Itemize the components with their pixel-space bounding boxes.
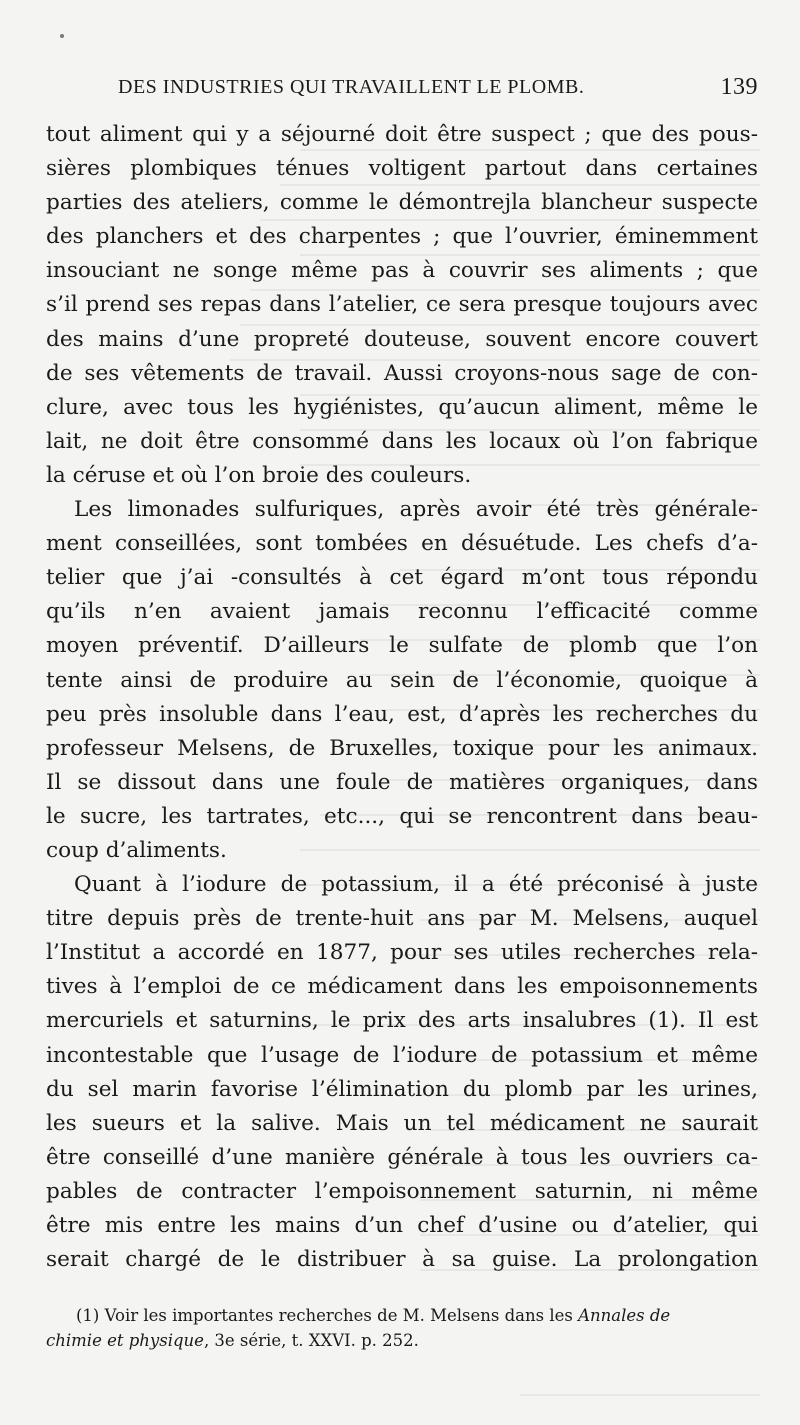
text-line: parties des ateliers, comme le démontrejla blancheur suspecte bbox=[46, 190, 758, 216]
text-line: ment conseillées, sont tombées en désuétude. Les chefs d’a- bbox=[46, 531, 758, 557]
text-line: s’il prend ses repas dans l’atelier, ce sera presque toujours avec bbox=[46, 292, 758, 318]
footnote-text: Voir les importantes recherches de M. Melsens dans les bbox=[99, 1306, 579, 1325]
running-title: DES INDUSTRIES QUI TRAVAILLENT LE PLOMB. bbox=[118, 76, 585, 98]
footnote bbox=[46, 1303, 758, 1353]
footnote-journal-cont: chimie et physique bbox=[46, 1331, 204, 1350]
running-header bbox=[118, 76, 758, 104]
footnote-citation: , 3e série, t. XXVI. p. 252. bbox=[203, 1331, 419, 1350]
footnote-journal: Annales de bbox=[578, 1306, 671, 1325]
footnote-line bbox=[46, 1328, 758, 1353]
text-line: du sel marin favorise l’élimination du plomb par les urines, bbox=[46, 1076, 758, 1102]
paragraph-start-line: Quant à l’iodure de potassium, il a été préconisé à juste bbox=[74, 872, 758, 898]
text-line: être conseillé d’une manière générale à tous les ouvriers ca- bbox=[46, 1144, 758, 1170]
text-line: titre depuis près de trente-huit ans par M. Melsens, auquel bbox=[46, 906, 758, 932]
text-line: Il se dissout dans une foule de matières organiques, dans bbox=[46, 769, 758, 795]
text-line: professeur Melsens, de Bruxelles, toxique pour les animaux. bbox=[46, 735, 758, 761]
text-line: la céruse et où l’on broie des couleurs. bbox=[46, 462, 472, 488]
text-line: tente ainsi de produire au sein de l’économie, quoique à bbox=[46, 667, 758, 693]
text-line: sières plombiques ténues voltigent partout dans certaines bbox=[46, 156, 758, 182]
paragraph-start-line: Les limonades sulfuriques, après avoir été très générale- bbox=[74, 497, 758, 523]
printer-dot bbox=[60, 34, 64, 38]
footnote-line bbox=[46, 1303, 758, 1328]
text-line: incontestable que l’usage de l’iodure de potassium et même bbox=[46, 1042, 758, 1068]
text-line: mercuriels et saturnins, le prix des arts insalubres (1). Il est bbox=[46, 1008, 758, 1034]
text-line: le sucre, les tartrates, etc..., qui se rencontrent dans beau- bbox=[46, 803, 758, 829]
text-line: moyen préventif. D’ailleurs le sulfate de plomb que l’on bbox=[46, 633, 758, 659]
text-line: pables de contracter l’empoisonnement saturnin, ni même bbox=[46, 1178, 758, 1204]
text-line: être mis entre les mains d’un chef d’usine ou d’atelier, qui bbox=[46, 1213, 758, 1238]
footnote-marker: (1) bbox=[76, 1306, 100, 1325]
text-line: des mains d’une propreté douteuse, souvent encore couvert bbox=[46, 326, 758, 352]
text-line: telier que j’ai ‑consultés à cet égard m’ont tous répondu bbox=[46, 565, 758, 591]
text-line: tout aliment qui y a séjourné doit être suspect ; que des pous- bbox=[46, 122, 758, 147]
page-number: 139 bbox=[720, 74, 758, 100]
text-line: lait, ne doit être consommé dans les locaux où l’on fabrique bbox=[46, 428, 758, 454]
text-line: qu’ils n’en avaient jamais reconnu l’efficacité comme bbox=[46, 599, 758, 625]
text-line: coup d’aliments. bbox=[46, 837, 227, 863]
text-line: peu près insoluble dans l’eau, est, d’après les recherches du bbox=[46, 701, 758, 727]
text-line: de ses vêtements de travail. Aussi croyons-nous sage de con- bbox=[46, 360, 758, 386]
text-line: clure, avec tous les hygiénistes, qu’aucun aliment, même le bbox=[46, 394, 758, 420]
text-line: serait chargé de le distribuer à sa guise. La prolongation bbox=[46, 1247, 758, 1273]
body-text bbox=[46, 118, 758, 1277]
text-line: les sueurs et la salive. Mais un tel médicament ne saurait bbox=[46, 1110, 758, 1136]
text-line: tives à l’emploi de ce médicament dans les empoisonnements bbox=[46, 974, 758, 1000]
text-line: l’Institut a accordé en 1877, pour ses utiles recherches rela- bbox=[46, 940, 758, 966]
text-line: insouciant ne songe même pas à couvrir ses aliments ; que bbox=[46, 258, 758, 284]
text-line: des planchers et des charpentes ; que l’ouvrier, éminemment bbox=[46, 224, 758, 250]
